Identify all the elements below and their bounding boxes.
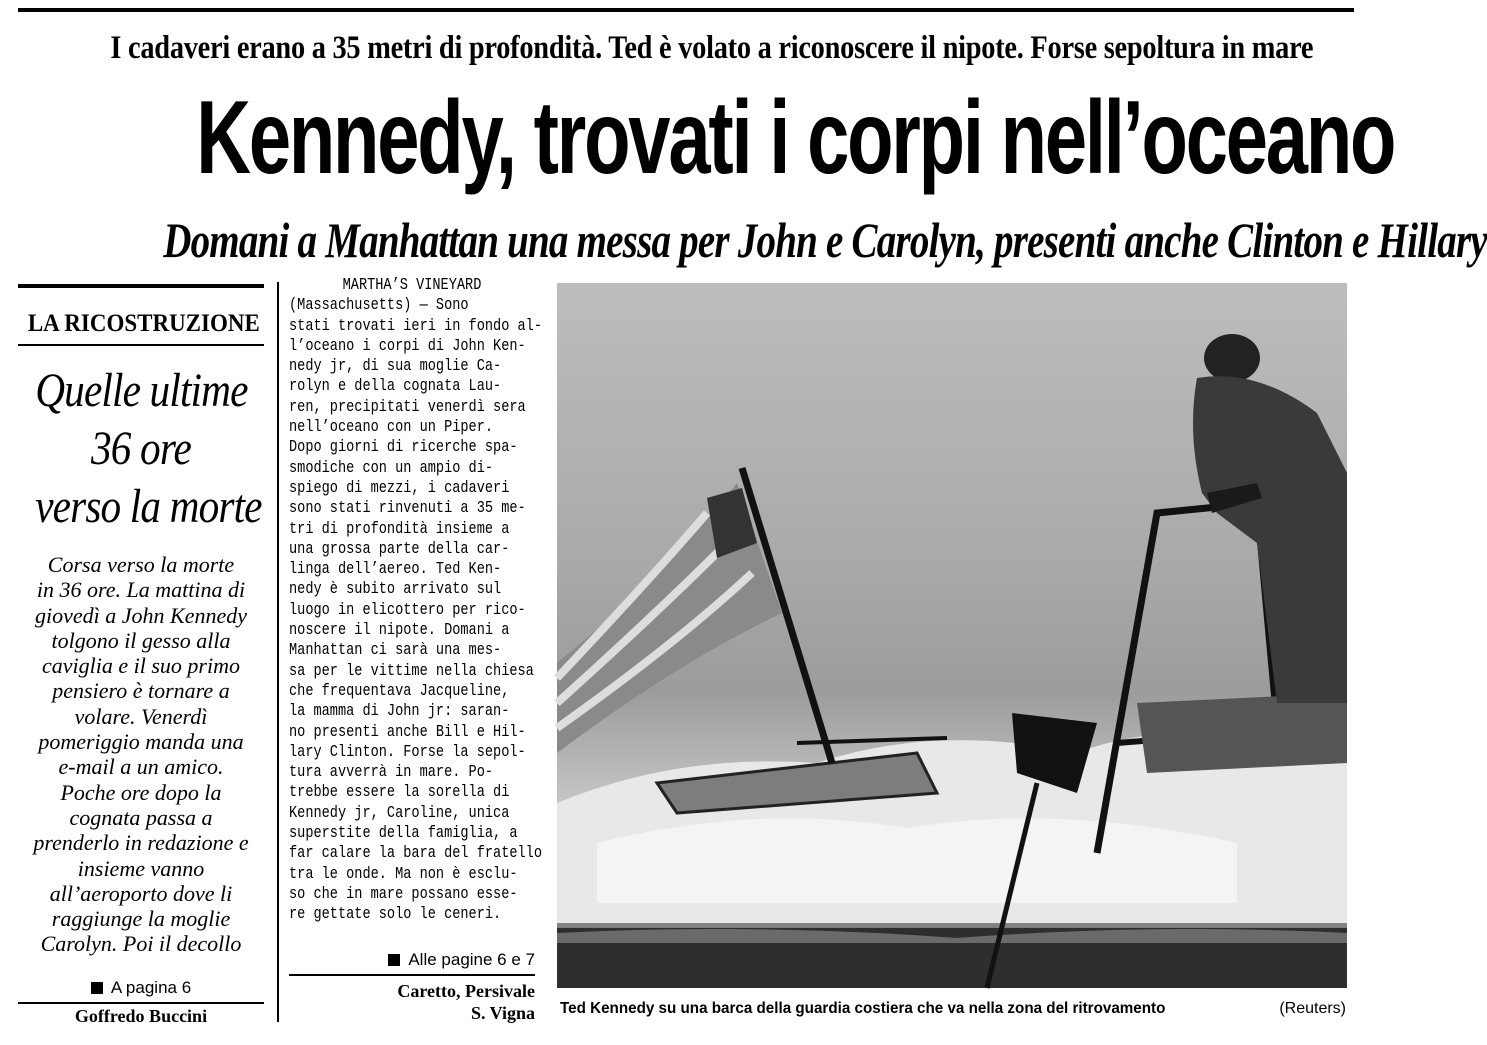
wave-foam [597,818,1237,903]
main-page-ref-text: Alle pagine 6 e 7 [408,950,535,969]
sidebar-label-rule [18,344,264,346]
main-byline-line: S. Vigna [470,1003,535,1023]
article-line: Kennedy jr, Caroline, unica [289,803,510,823]
article-line: tura avverrà in mare. Po- [289,763,494,783]
article-line: nell’oceano con un Piper. [289,418,494,438]
article-line: linga dell’aereo. Ted Ken- [289,560,502,580]
sidebar-body-line: insieme vanno [77,855,205,881]
sidebar-body-line: tolgono il gesso alla [51,627,231,653]
article-line: tri di profondità insieme a [289,519,510,539]
article-line: Manhattan ci sarà una mes- [289,641,502,661]
sidebar-title-line: Quelle ultime [35,364,248,417]
article-line: trebbe essere la sorella di [289,783,510,803]
sidebar-body-line: in 36 ore. La mattina di [36,577,246,603]
sidebar-page-ref [18,978,264,998]
american-flag-icon [557,483,782,753]
dateline: MARTHA’S VINEYARD [342,276,482,295]
article-line: superstite della famiglia, a [289,824,518,844]
article-line: nedy jr, di sua moglie Ca- [289,357,502,377]
sidebar-body-line: giovedì a John Kennedy [35,602,247,628]
article-line: no presenti anche Bill e Hil- [289,722,526,742]
square-bullet-icon [388,954,400,966]
sidebar-body-line: raggiunge la moglie [51,906,231,932]
headline: Kennedy, trovati i corpi nell’oceano [196,80,1395,196]
sidebar-body-line: cognata passa a [69,804,213,830]
main-article [289,276,543,1026]
article-line: far calare la bara del fratello [289,844,543,864]
sidebar-body-line: caviglia e il suo primo [42,653,240,679]
article-line: tra le onde. Ma non è esclu- [289,864,518,884]
article-line: sa per le vittime nella chiesa [289,661,534,681]
sidebar-body-line: all’aeroporto dove li [49,880,233,906]
article-line: spiego di mezzi, i cadaveri [289,478,510,498]
article-line: la mamma di John jr: saran- [289,702,510,722]
article-line: so che in mare possano esse- [289,884,518,904]
main-article-body [289,276,543,926]
sidebar-body-line: pomeriggio manda una [38,729,244,755]
sidebar-title [18,362,264,536]
article-line: che frequentava Jacqueline, [289,681,510,701]
column-divider [277,282,279,1022]
photo-caption [560,1000,1350,1018]
sidebar-title-line: 36 ore [91,422,191,475]
photo-illustration [557,283,1347,988]
article-line: (Massachusetts) — Sono [289,296,469,316]
sidebar-body-line: pensiero è tornare a [52,678,230,704]
article-line: re gettate solo le ceneri. [289,905,502,925]
article-line: ren, precipitati venerdì sera [289,397,526,417]
sidebar-body [18,552,264,957]
article-line: l’oceano i corpi di John Ken- [289,336,526,356]
sidebar-body-line: e-mail a un amico. [58,754,224,780]
sidebar-body-line: prenderlo in redazione e [33,830,249,856]
sidebar-body-line: volare. Venerdì [74,703,208,729]
news-photo [557,283,1347,988]
photo-credit: (Reuters) [1279,1000,1346,1017]
article-line: lary Clinton. Forse la sepol- [289,742,526,762]
square-bullet-icon [91,982,103,994]
subheadline: Domani a Manhattan una messa per John e Carolyn, presenti anche Clinton e Hillary [163,212,1487,268]
section-label: LA RICOSTRUZIONE [27,310,260,337]
article-line: luogo in elicottero per rico- [289,600,526,620]
sidebar-body-line: Poche ore dopo la [60,779,222,805]
article-line: rolyn e della cognata Lau- [289,377,502,397]
sidebar-top-rule [18,284,264,288]
sidebar-body-line: Corsa verso la morte [47,552,235,577]
article-line: Dopo giorni di ricerche spa- [289,438,518,458]
sidebar-page-ref-text: A pagina 6 [110,978,192,997]
article-line: smodiche con un ampio di- [289,458,494,478]
sidebar-bottom-rule [18,1002,264,1004]
article-line: stati trovati ieri in fondo al- [289,316,543,336]
sidebar-byline: Goffredo Buccini [74,1006,208,1026]
main-page-ref [289,950,535,970]
photo-caption-text: Ted Kennedy su una barca della guardia costiera che va nella zona del ritrovamento [560,1000,1166,1017]
article-line: noscere il nipote. Domani a [289,621,510,641]
article-line: nedy è subito arrivato sul [289,580,502,600]
main-byline [289,980,535,1024]
article-line: una grossa parte della car- [289,539,510,559]
sidebar-body-line: Carolyn. Poi il decollo [40,931,242,957]
article-line: sono stati rinvenuti a 35 me- [289,499,526,519]
boat-cabin [1137,693,1347,773]
sidebar-column [18,282,264,1027]
main-bottom-rule [289,974,535,976]
sidebar-title-line: verso la morte [35,480,262,533]
top-rule [18,8,1354,12]
kicker: I cadaveri erano a 35 metri di profondità. Ted è volato a riconoscere il nipote. Forse sepoltura in mare [110,30,1314,66]
main-byline-line: Caretto, Persivale [397,981,535,1001]
